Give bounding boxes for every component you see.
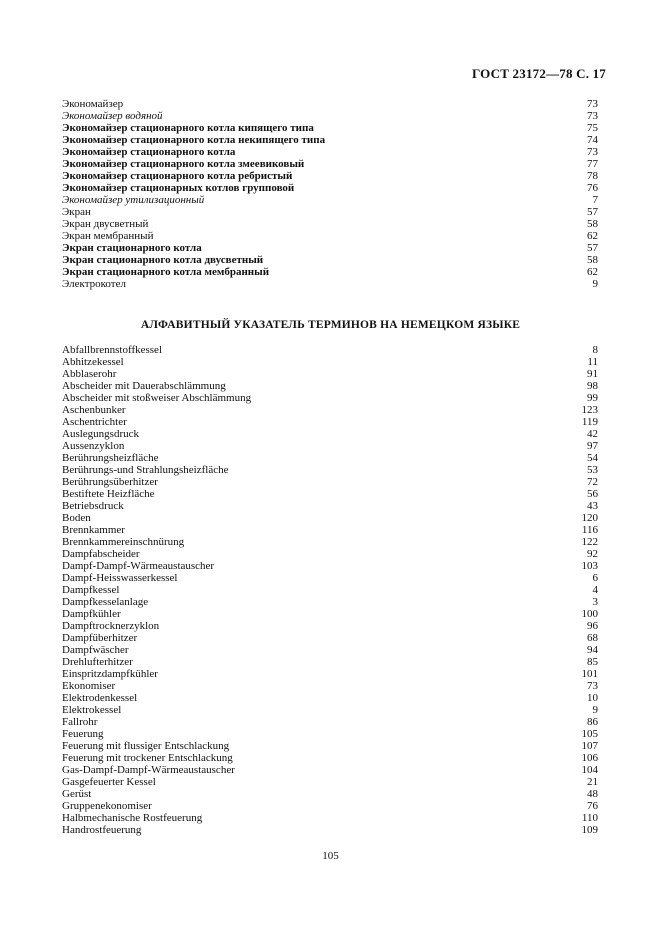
index-page-ref: 73 xyxy=(587,110,598,122)
index-term: Boden xyxy=(62,512,91,524)
index-entry xyxy=(62,464,598,476)
index-page-ref: 10 xyxy=(587,692,598,704)
index-term: Экран xyxy=(62,206,91,218)
index-entry xyxy=(62,752,598,764)
index-entry xyxy=(62,122,598,134)
index-page-ref: 62 xyxy=(587,266,598,278)
index-term: Gruppenekonomiser xyxy=(62,800,152,812)
index-term: Brennkammereinschnürung xyxy=(62,536,185,548)
index-page-ref: 100 xyxy=(581,608,598,620)
index-term: Dampf-Heisswasserkessel xyxy=(62,572,178,584)
index-page-ref: 123 xyxy=(581,404,598,416)
index-page-ref: 57 xyxy=(587,242,598,254)
index-page-ref: 42 xyxy=(587,428,598,440)
index-page-ref: 53 xyxy=(587,464,598,476)
index-entry xyxy=(62,656,598,668)
index-entry xyxy=(62,428,598,440)
index-entry xyxy=(62,512,598,524)
index-entry xyxy=(62,716,598,728)
page-number: 105 xyxy=(322,850,339,862)
index-page-ref: 119 xyxy=(581,416,598,428)
index-page-ref: 73 xyxy=(587,146,598,158)
index-term: Halbmechanische Rostfeuerung xyxy=(62,812,203,824)
russian-term-index xyxy=(62,98,598,290)
index-term: Elektrodenkessel xyxy=(62,692,138,704)
index-entry xyxy=(62,572,598,584)
index-entry xyxy=(62,230,598,242)
index-entry xyxy=(62,812,598,824)
german-term-index xyxy=(62,344,598,836)
index-term: Экономайзер стационарного котла xyxy=(62,146,236,158)
index-term: Gerüst xyxy=(62,788,92,800)
index-entry xyxy=(62,356,598,368)
index-page-ref: 48 xyxy=(587,788,598,800)
german-index-title: АЛФАВИТНЫЙ УКАЗАТЕЛЬ ТЕРМИНОВ НА НЕМЕЦКОМ ЯЗЫКЕ xyxy=(140,319,521,331)
index-entry xyxy=(62,704,598,716)
index-term: Dampfkühler xyxy=(62,608,121,620)
index-entry xyxy=(62,548,598,560)
index-term: Экономайзер утилизационный xyxy=(62,194,205,206)
index-entry xyxy=(62,254,598,266)
index-entry xyxy=(62,98,598,110)
index-term: Aschentrichter xyxy=(62,416,127,428)
index-page-ref: 7 xyxy=(592,194,598,206)
index-entry xyxy=(62,788,598,800)
index-entry xyxy=(62,194,598,206)
index-entry xyxy=(62,416,598,428)
index-page-ref: 77 xyxy=(587,158,598,170)
index-entry xyxy=(62,620,598,632)
document-header: ГОСТ 23172—78 С. 17 xyxy=(472,66,606,81)
index-page-ref: 106 xyxy=(581,752,598,764)
index-term: Экран двусветный xyxy=(62,218,149,230)
index-term: Elektrokessel xyxy=(62,704,122,716)
index-term: Bestiftete Heizfläche xyxy=(62,488,155,500)
index-term: Abscheider mit Dauerabschlämmung xyxy=(62,380,226,392)
index-page-ref: 3 xyxy=(592,596,598,608)
index-term: Abhitzekessel xyxy=(62,356,124,368)
index-term: Betriebsdruck xyxy=(62,500,124,512)
index-page-ref: 122 xyxy=(581,536,598,548)
index-entry xyxy=(62,500,598,512)
index-term: Экран стационарного котла мембранный xyxy=(62,266,270,278)
index-term: Экономайзер стационарного котла ребристый xyxy=(62,170,293,182)
index-page-ref: 54 xyxy=(587,452,598,464)
index-term: Aschenbunker xyxy=(62,404,126,416)
index-term: Экран стационарного котла xyxy=(62,242,202,254)
index-page-ref: 72 xyxy=(587,476,598,488)
index-page-ref: 21 xyxy=(587,776,598,788)
index-term: Abfallbrennstoffkessel xyxy=(62,344,162,356)
index-term: Feuerung mit trockener Entschlackung xyxy=(62,752,233,764)
index-page-ref: 104 xyxy=(581,764,598,776)
index-page-ref: 96 xyxy=(587,620,598,632)
index-page-ref: 9 xyxy=(592,704,598,716)
index-term: Handrostfeuerung xyxy=(62,824,142,836)
index-page-ref: 75 xyxy=(587,122,598,134)
index-page-ref: 94 xyxy=(587,644,598,656)
index-term: Экран стационарного котла двусветный xyxy=(62,254,264,266)
index-entry xyxy=(62,110,598,122)
index-page-ref: 110 xyxy=(581,812,598,824)
index-page-ref: 109 xyxy=(581,824,598,836)
index-page-ref: 91 xyxy=(587,368,598,380)
index-page-ref: 58 xyxy=(587,254,598,266)
index-entry xyxy=(62,218,598,230)
index-entry xyxy=(62,380,598,392)
index-entry xyxy=(62,644,598,656)
index-entry xyxy=(62,536,598,548)
index-term: Brennkammer xyxy=(62,524,125,536)
index-page-ref: 62 xyxy=(587,230,598,242)
index-page-ref: 76 xyxy=(587,182,598,194)
index-page-ref: 11 xyxy=(587,356,598,368)
index-page-ref: 120 xyxy=(581,512,598,524)
index-term: Экономайзер xyxy=(62,98,124,110)
index-entry xyxy=(62,344,598,356)
index-term: Abblaserohr xyxy=(62,368,117,380)
index-entry xyxy=(62,740,598,752)
index-page-ref: 73 xyxy=(587,98,598,110)
index-term: Abscheider mit stoßweiser Abschlämmung xyxy=(62,392,252,404)
index-term: Berührungsüberhitzer xyxy=(62,476,158,488)
index-entry xyxy=(62,488,598,500)
index-term: Dampfabscheider xyxy=(62,548,140,560)
index-entry xyxy=(62,632,598,644)
index-term: Einspritzdampfkühler xyxy=(62,668,158,680)
index-term: Dampf-Dampf-Wärmeaustauscher xyxy=(62,560,215,572)
index-entry xyxy=(62,440,598,452)
index-term: Dampfkessel xyxy=(62,584,120,596)
index-entry xyxy=(62,764,598,776)
index-term: Dampfkesselanlage xyxy=(62,596,149,608)
index-term: Экономайзер стационарного котла кипящего типа xyxy=(62,122,314,134)
index-page-ref: 57 xyxy=(587,206,598,218)
index-term: Berührungs-und Strahlungsheizfläche xyxy=(62,464,229,476)
index-page-ref: 103 xyxy=(581,560,598,572)
index-entry xyxy=(62,584,598,596)
index-entry xyxy=(62,608,598,620)
index-page-ref: 99 xyxy=(587,392,598,404)
index-entry xyxy=(62,392,598,404)
index-term: Berührungsheizfläche xyxy=(62,452,159,464)
index-term: Feuerung mit flussiger Entschlackung xyxy=(62,740,230,752)
index-page-ref: 76 xyxy=(587,800,598,812)
index-entry xyxy=(62,776,598,788)
index-entry xyxy=(62,692,598,704)
index-term: Экономайзер стационарного котла змеевиковый xyxy=(62,158,305,170)
index-page-ref: 85 xyxy=(587,656,598,668)
index-page-ref: 43 xyxy=(587,500,598,512)
index-entry xyxy=(62,560,598,572)
index-page-ref: 98 xyxy=(587,380,598,392)
index-entry xyxy=(62,134,598,146)
index-entry xyxy=(62,524,598,536)
index-entry xyxy=(62,452,598,464)
index-term: Gas-Dampf-Dampf-Wärmeaustauscher xyxy=(62,764,235,776)
index-page-ref: 9 xyxy=(592,278,598,290)
index-entry xyxy=(62,368,598,380)
index-entry xyxy=(62,182,598,194)
index-page-ref: 8 xyxy=(592,344,598,356)
index-term: Aussenzyklon xyxy=(62,440,125,452)
index-page-ref: 107 xyxy=(581,740,598,752)
index-entry xyxy=(62,278,598,290)
index-page-ref: 56 xyxy=(587,488,598,500)
index-page-ref: 92 xyxy=(587,548,598,560)
index-page-ref: 73 xyxy=(587,680,598,692)
index-term: Ekonomiser xyxy=(62,680,116,692)
index-page-ref: 105 xyxy=(581,728,598,740)
index-page-ref: 116 xyxy=(581,524,598,536)
index-entry xyxy=(62,476,598,488)
index-term: Экран мембранный xyxy=(62,230,154,242)
index-term: Экономайзер стационарных котлов групповой xyxy=(62,182,295,194)
index-entry xyxy=(62,596,598,608)
index-page-ref: 6 xyxy=(592,572,598,584)
index-page-ref: 74 xyxy=(587,134,598,146)
index-entry xyxy=(62,206,598,218)
index-page-ref: 86 xyxy=(587,716,598,728)
index-term: Dampfwäscher xyxy=(62,644,129,656)
index-entry xyxy=(62,728,598,740)
index-page-ref: 58 xyxy=(587,218,598,230)
index-page-ref: 97 xyxy=(587,440,598,452)
index-term: Feuerung xyxy=(62,728,104,740)
index-page-ref: 101 xyxy=(581,668,598,680)
index-entry xyxy=(62,266,598,278)
index-entry xyxy=(62,170,598,182)
index-term: Dampftrocknerzyklon xyxy=(62,620,160,632)
index-term: Fallrohr xyxy=(62,716,98,728)
index-term: Электрокотел xyxy=(62,278,126,290)
index-page-ref: 4 xyxy=(592,584,598,596)
index-term: Dampfüberhitzer xyxy=(62,632,138,644)
index-entry xyxy=(62,242,598,254)
index-entry xyxy=(62,146,598,158)
index-entry xyxy=(62,158,598,170)
index-entry xyxy=(62,800,598,812)
index-page-ref: 68 xyxy=(587,632,598,644)
index-entry xyxy=(62,680,598,692)
index-term: Экономайзер стационарного котла некипящего типа xyxy=(62,134,326,146)
index-term: Gasgefeuerter Kessel xyxy=(62,776,156,788)
index-term: Экономайзер водяной xyxy=(62,110,163,122)
index-entry xyxy=(62,824,598,836)
index-term: Drehlufterhitzer xyxy=(62,656,133,668)
index-term: Auslegungsdruck xyxy=(62,428,139,440)
index-page-ref: 78 xyxy=(587,170,598,182)
index-entry xyxy=(62,668,598,680)
index-entry xyxy=(62,404,598,416)
